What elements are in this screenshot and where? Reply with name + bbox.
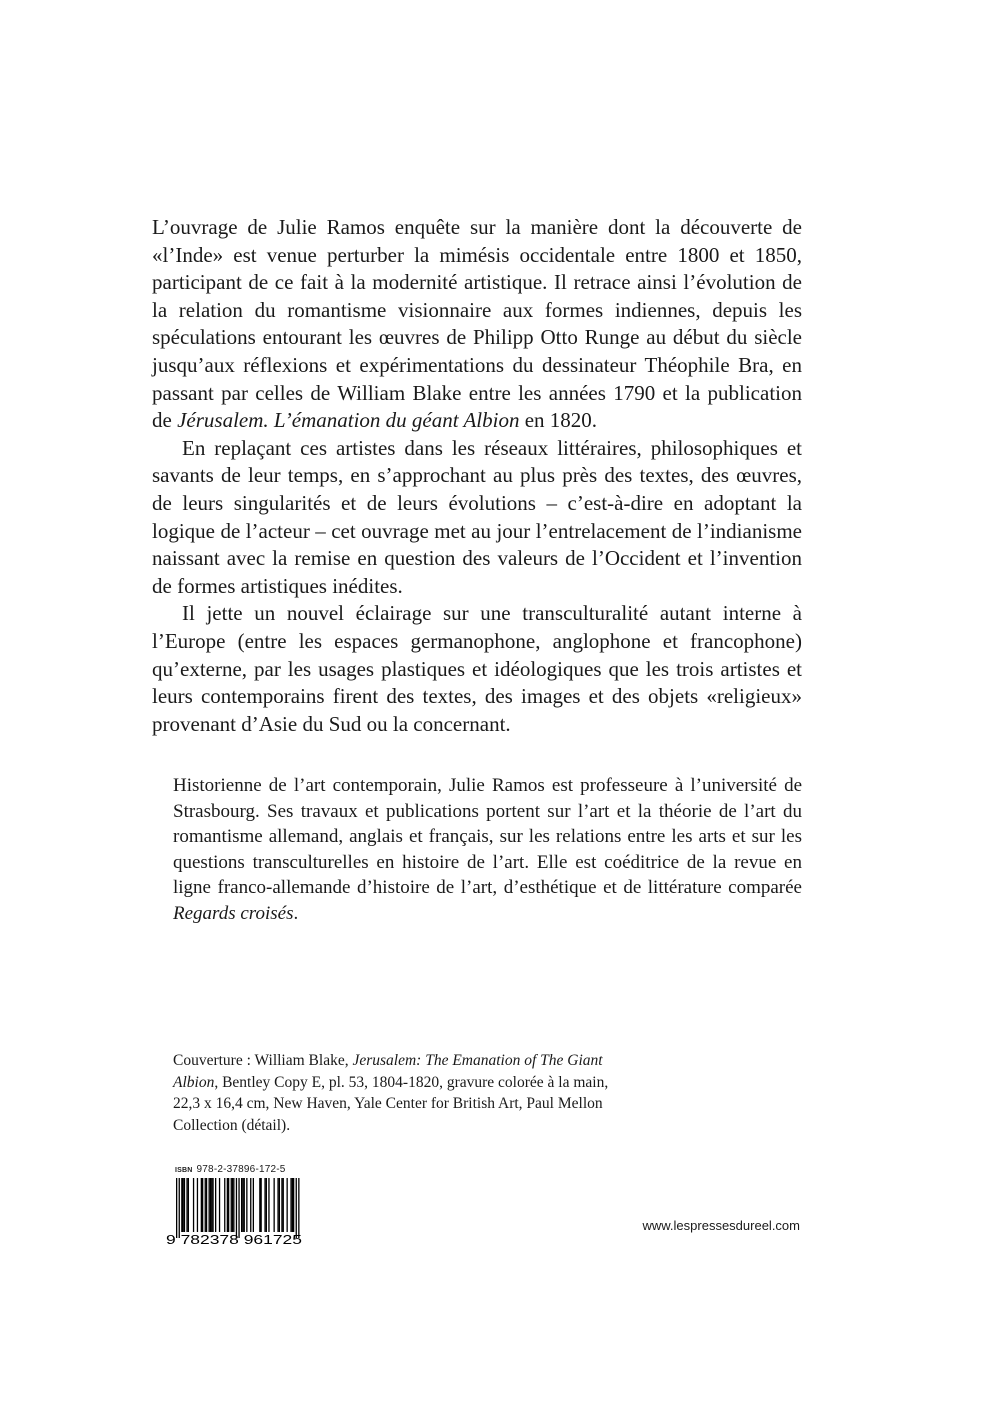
barcode-bar (244, 1178, 245, 1232)
barcode-bar (292, 1178, 293, 1232)
barcode-bar (219, 1178, 220, 1232)
barcode-bar (236, 1178, 237, 1238)
barcode-bar (193, 1178, 194, 1232)
barcode-bar (176, 1178, 177, 1238)
artwork-title: Jerusalem: The Emanation of The Giant Albion (173, 1052, 603, 1091)
barcode-bar (215, 1178, 216, 1232)
barcode-bar (293, 1178, 294, 1232)
barcode-bar (183, 1178, 184, 1232)
barcode-bar (224, 1178, 225, 1232)
barcode-bar (259, 1178, 260, 1232)
barcode-bar (211, 1178, 212, 1232)
abstract-paragraph-2: En replaçant ces artistes dans les réseaux littéraires, philosophiques et savants de leur temps, en s’approchant au plus près des textes, des œuvres, de leurs singularités et de leurs évolutions – c’est-à-dire en adoptant la logique de l’acteur – cet ouvrage met au jour l’entrelacement de l’indianisme naissant avec la remise en question des valeurs de l’Occident et l’invention de formes artistiques inédites. (152, 435, 802, 598)
barcode-bar (242, 1178, 243, 1232)
publisher-website: www.lespressesdureel.com (642, 1218, 800, 1233)
barcode-bar (296, 1178, 297, 1238)
barcode-bar (261, 1178, 262, 1232)
barcode-bar (241, 1178, 242, 1232)
barcode-bar (266, 1178, 267, 1232)
barcode-bar (281, 1178, 282, 1232)
barcode-bar (186, 1178, 187, 1232)
barcode-bar (181, 1178, 182, 1232)
barcode-bar (233, 1178, 234, 1232)
barcode-bar (232, 1178, 233, 1232)
barcode-bar (201, 1178, 202, 1232)
barcode (166, 1178, 308, 1246)
barcode-bar (179, 1178, 180, 1238)
cover-credit (173, 1050, 633, 1136)
journal-title: Regards croisés (173, 902, 294, 924)
barcode-bar (227, 1178, 228, 1232)
barcode-bar (228, 1178, 229, 1232)
barcode-bar (274, 1178, 275, 1232)
barcode-bar (268, 1178, 269, 1232)
barcode-bar (209, 1178, 210, 1232)
barcode-digits: 9 782378 961725 (166, 1233, 303, 1246)
abstract-paragraph-3: Il jette un nouvel éclairage sur une transculturalité autant interne à l’Europe (entre les espaces germanophone, anglophone et francophone) qu’externe, par les usages plastiques et idéologiques que les trois artistes et leurs contemporains firent des textes, des images et des objets «religieux» provenant d’Asie du Sud ou la concernant. (152, 601, 802, 736)
barcode-bars (176, 1178, 300, 1238)
author-bio-text: Historienne de l’art contemporain, Julie Ramos est professeure à l’université de Strasbourg. Ses travaux et publications portent sur l’art et la théorie de l’art du romantisme allemand, anglais et français, sur les relations entre les arts et sur les questions transculturelles en histoire de l’art. Elle est coéditrice de la revue en ligne franco-allemande d’histoire de l’art, d’esthétique et de littérature comparée Regards croisés. (173, 775, 802, 924)
barcode-bar (231, 1178, 232, 1232)
abstract-paragraph-1: L’ouvrage de Julie Ramos enquête sur la manière dont la découverte de «l’Inde» est venue perturber la mimésis occidentale entre 1800 et 1850, participant de ce fait à la modernité artistique. Il retrace ainsi l’évolution de la relation du romantisme visionnaire aux formes indiennes, depuis les spéculations entourant les œuvres de Philipp Otto Runge au début du siècle jusqu’aux réflexions et expérimentations du dessinateur Théophile Bra, en passant par celles de William Blake entre les années 1790 et la publication de Jérusalem. L’émanation du géant Albion en 1820. (152, 215, 802, 433)
barcode-bar (298, 1178, 299, 1238)
barcode-bar (290, 1178, 291, 1232)
barcode-bar (210, 1178, 211, 1232)
barcode-bar (277, 1178, 278, 1232)
barcode-bar (205, 1178, 206, 1232)
barcode-bar (250, 1178, 251, 1232)
barcode-bar (283, 1178, 284, 1232)
barcode-bar (188, 1178, 189, 1232)
abstract (152, 214, 802, 738)
isbn-label (175, 1164, 286, 1175)
barcode-bar (197, 1178, 198, 1232)
isbn-number: 978-2-37896-172-5 (196, 1164, 286, 1175)
barcode-bar (212, 1178, 213, 1232)
barcode-bar (279, 1178, 280, 1232)
barcode-bar (202, 1178, 203, 1232)
isbn-tag: ISBN (175, 1167, 193, 1174)
barcode-bar (238, 1178, 239, 1238)
barcode-bar (246, 1178, 247, 1232)
cover-credit-text: Couverture : William Blake, Jerusalem: The Emanation of The Giant Albion, Bentley Copy E, pl. 53, 1804-1820, gravure colorée à la main, 22,3 x 16,4 cm, New Haven, Yale Center for British Art, Paul Mellon Collection (détail). (173, 1052, 609, 1134)
barcode-bar (206, 1178, 207, 1232)
barcode-bar (287, 1178, 288, 1232)
barcode-bar (264, 1178, 265, 1232)
author-bio (173, 773, 802, 926)
book-title: Jérusalem. L’émanation du géant Albion (177, 408, 520, 433)
barcode-bar (184, 1178, 185, 1232)
barcode-bar (253, 1178, 254, 1232)
